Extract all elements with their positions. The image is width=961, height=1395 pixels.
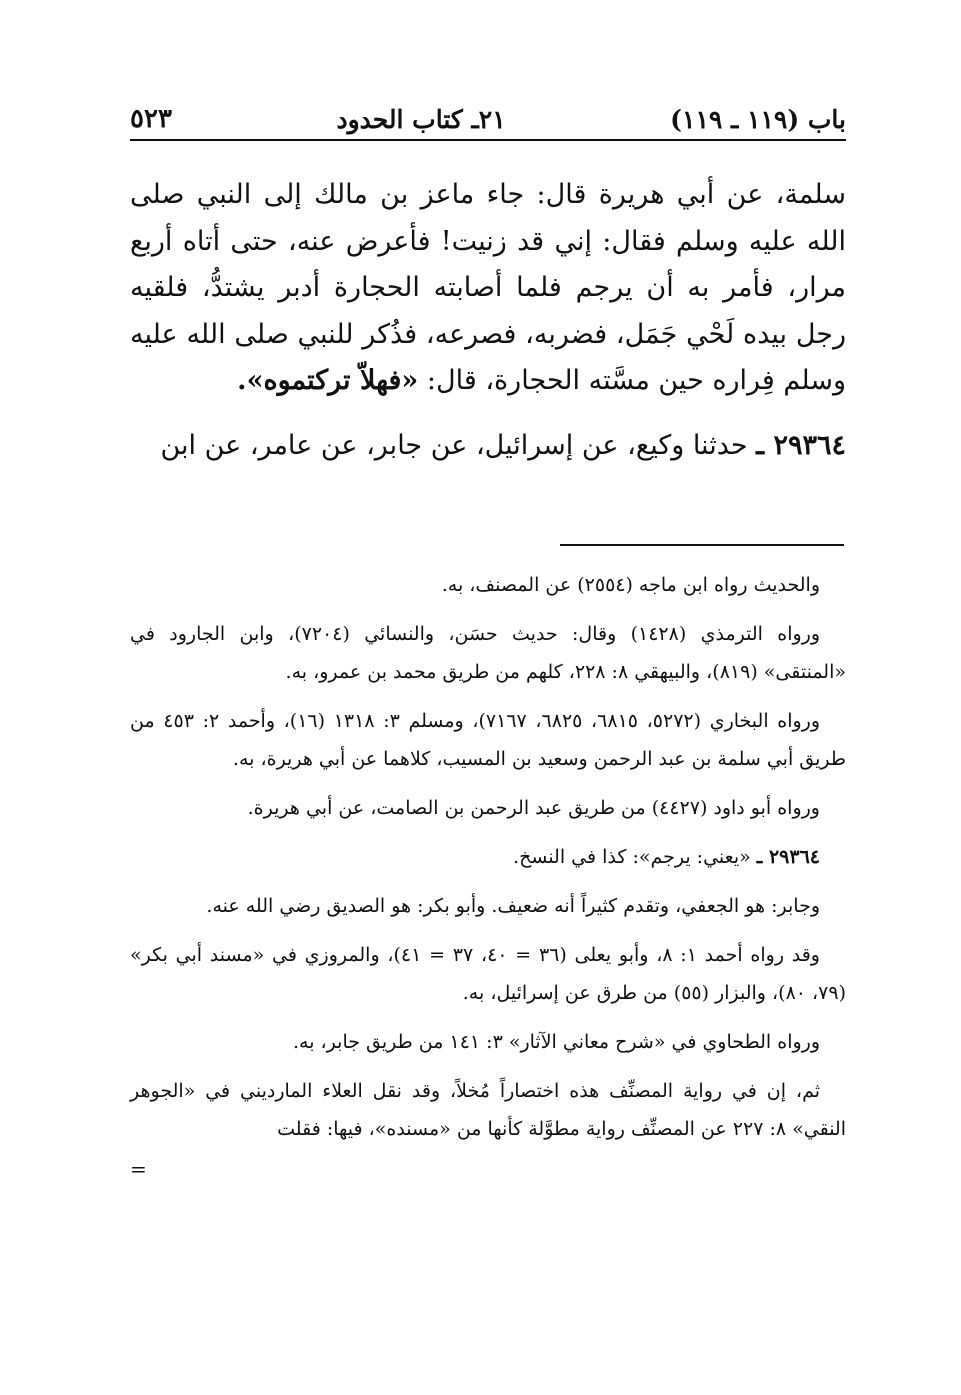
hadith-text: حدثنا وكيع، عن إسرائيل، عن جابر، عن عامر، عن ابن (160, 429, 757, 461)
footnote-paragraph: ورواه البخاري (٥٢٧٢، ٦٨١٥، ٦٨٢٥، ٧١٦٧)، ومسلم ٣: ١٣١٨ (١٦)، وأحمد ٢: ٤٥٣ من طريق أبي سلمة بن عبد الرحمن وسعيد بن المسيب، كلاهما عن أبي هريرة، به. (130, 710, 846, 770)
page-number: ٥٢٣ (130, 104, 172, 134)
footnote-paragraph: ورواه أبو داود (٤٤٢٧) من طريق عبد الرحمن بن الصامت، عن أبي هريرة. (247, 797, 820, 819)
running-header (130, 88, 846, 132)
footnote-paragraph (130, 838, 846, 876)
hadith-number: ٢٩٣٦٤ ـ (756, 429, 846, 461)
footnote-hadith-number: ٢٩٣٦٤ ـ (756, 846, 820, 868)
header-divider (130, 139, 846, 141)
footnote-divider (560, 544, 844, 546)
header-book-title: ٢١ـ كتاب الحدود (336, 105, 506, 134)
footnotes (130, 566, 846, 1179)
main-paragraph (130, 172, 846, 405)
footnote-paragraph: والحديث رواه ابن ماجه (٢٥٥٤) عن المصنف، به. (441, 574, 820, 596)
header-section-title: باب (١١٩ ـ ١١٩) (670, 105, 846, 134)
footnote-text: «يعني: يرجم»: كذا في النسخ. (513, 846, 757, 868)
footnote-paragraph: ثم، إن في رواية المصنِّف هذه اختصاراً مُخلاً، وقد نقل العلاء المارديني في «الجوهر النقي» ٨: ٢٢٧ عن المصنِّف رواية مطوَّلة كأنها من «مسنده»، فيها: فقلت (130, 1080, 846, 1140)
footnote-paragraph: ورواه الترمذي (١٤٢٨) وقال: حديث حسَن، والنسائي (٧٢٠٤)، وابن الجارود في «المنتقى» (٨١٩)، والبيهقي ٨: ٢٢٨، كلهم من طريق محمد بن عمرو، به. (130, 623, 846, 683)
footnote-paragraph: وقد رواه أحمد ١: ٨، وأبو يعلى (٣٦ = ٤٠، ٣٧ = ٤١)، والمروزي في «مسند أبي بكر» (٧٩، ٨٠)، والبزار (٥٥) من طرق عن إسرائيل، به. (130, 944, 846, 1004)
hadith-paragraph (130, 423, 846, 470)
footnote-paragraph: ورواه الطحاوي في «شرح معاني الآثار» ٣: ١٤١ من طريق جابر، به. (292, 1031, 820, 1053)
main-paragraph-text: سلمة، عن أبي هريرة قال: جاء ماعز بن مالك إلى النبي صلى الله عليه وسلم فقال: إني قد زنيت! فأعرض عنه، حتى أتاه أربع مرار، فأمر به أن يرجم فلما أصابته الحجارة أدبر يشتدُّ، فلقيه رجل بيده لَحْي جَمَل، فضربه، فصرعه، فذُكر للنبي صلى الله عليه وسلم فِراره حين مسَّته الحجارة، قال: (130, 179, 846, 396)
main-text (130, 172, 846, 469)
footnote-paragraph: وجابر: هو الجعفي، وتقدم كثيراً أنه ضعيف. وأبو بكر: هو الصديق رضي الله عنه. (206, 895, 820, 917)
prophet-quote: «فهلاّ تركتموه». (237, 365, 419, 396)
continuation-mark: = (130, 1157, 147, 1181)
